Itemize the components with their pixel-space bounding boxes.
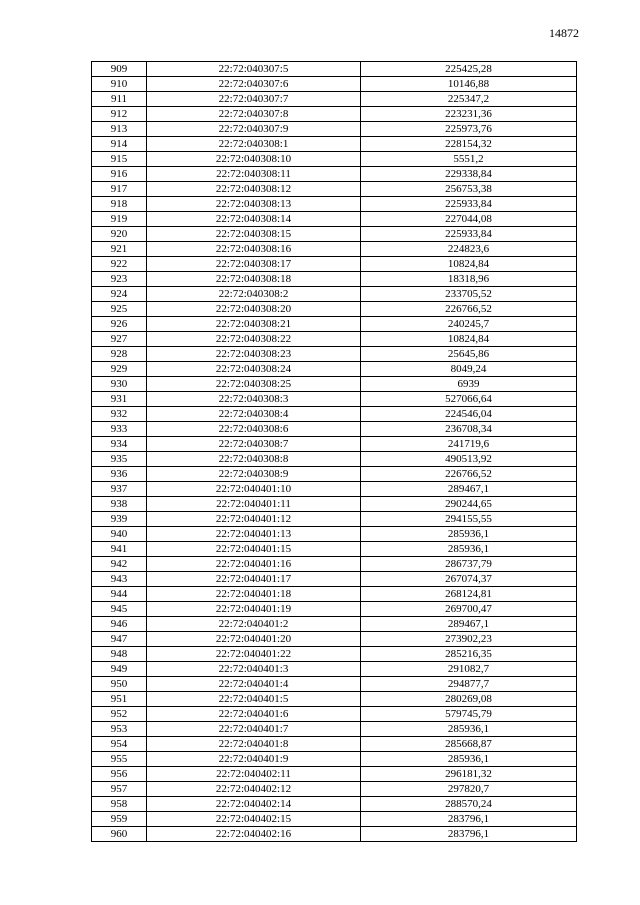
row-number-cell: 935 [92,452,147,467]
row-number-cell: 914 [92,137,147,152]
table-row [92,302,577,317]
value-cell: 226766,52 [361,467,577,482]
row-number-cell: 933 [92,422,147,437]
value-cell: 294877,7 [361,677,577,692]
row-number-cell: 943 [92,572,147,587]
row-number-cell: 911 [92,92,147,107]
value-cell: 285668,87 [361,737,577,752]
row-number-cell: 912 [92,107,147,122]
value-cell: 297820,7 [361,782,577,797]
value-cell: 18318,96 [361,272,577,287]
table-row [92,107,577,122]
value-cell: 490513,92 [361,452,577,467]
cadastral-number-cell: 22:72:040402:12 [147,782,361,797]
table-row [92,782,577,797]
value-cell: 6939 [361,377,577,392]
table-row [92,767,577,782]
table-row [92,587,577,602]
row-number-cell: 945 [92,602,147,617]
value-cell: 283796,1 [361,827,577,842]
cadastral-number-cell: 22:72:040308:15 [147,227,361,242]
row-number-cell: 925 [92,302,147,317]
row-number-cell: 915 [92,152,147,167]
row-number-cell: 950 [92,677,147,692]
value-cell: 10824,84 [361,332,577,347]
row-number-cell: 941 [92,542,147,557]
cadastral-number-cell: 22:72:040401:17 [147,572,361,587]
cadastral-number-cell: 22:72:040402:15 [147,812,361,827]
value-cell: 285216,35 [361,647,577,662]
row-number-cell: 940 [92,527,147,542]
value-cell: 289467,1 [361,482,577,497]
cadastral-number-cell: 22:72:040401:22 [147,647,361,662]
value-cell: 227044,08 [361,212,577,227]
table-row [92,62,577,77]
value-cell: 229338,84 [361,167,577,182]
row-number-cell: 949 [92,662,147,677]
row-number-cell: 923 [92,272,147,287]
row-number-cell: 909 [92,62,147,77]
value-cell: 527066,64 [361,392,577,407]
row-number-cell: 947 [92,632,147,647]
cadastral-number-cell: 22:72:040401:11 [147,497,361,512]
value-cell: 288570,24 [361,797,577,812]
cadastral-number-cell: 22:72:040308:13 [147,197,361,212]
cadastral-number-cell: 22:72:040401:13 [147,527,361,542]
row-number-cell: 922 [92,257,147,272]
row-number-cell: 946 [92,617,147,632]
cadastral-number-cell: 22:72:040308:2 [147,287,361,302]
value-cell: 294155,55 [361,512,577,527]
table-row [92,662,577,677]
table-row [92,512,577,527]
value-cell: 225973,76 [361,122,577,137]
value-cell: 224546,04 [361,407,577,422]
cadastral-number-cell: 22:72:040401:6 [147,707,361,722]
table-row [92,797,577,812]
table-row [92,527,577,542]
row-number-cell: 913 [92,122,147,137]
row-number-cell: 934 [92,437,147,452]
table-row [92,77,577,92]
row-number-cell: 924 [92,287,147,302]
value-cell: 285936,1 [361,527,577,542]
cadastral-number-cell: 22:72:040308:4 [147,407,361,422]
row-number-cell: 910 [92,77,147,92]
cadastral-number-cell: 22:72:040402:11 [147,767,361,782]
value-cell: 579745,79 [361,707,577,722]
table-body [92,62,577,842]
value-cell: 10824,84 [361,257,577,272]
table-row [92,242,577,257]
table-row [92,737,577,752]
cadastral-number-cell: 22:72:040308:20 [147,302,361,317]
value-cell: 10146,88 [361,77,577,92]
table-row [92,317,577,332]
table-row [92,542,577,557]
table-row [92,197,577,212]
table-row [92,572,577,587]
row-number-cell: 920 [92,227,147,242]
table-row [92,707,577,722]
cadastral-number-cell: 22:72:040401:3 [147,662,361,677]
table-row [92,632,577,647]
row-number-cell: 948 [92,647,147,662]
row-number-cell: 958 [92,797,147,812]
cadastral-number-cell: 22:72:040307:9 [147,122,361,137]
table-row [92,122,577,137]
cadastral-number-cell: 22:72:040308:16 [147,242,361,257]
row-number-cell: 921 [92,242,147,257]
value-cell: 268124,81 [361,587,577,602]
table-row [92,437,577,452]
value-cell: 290244,65 [361,497,577,512]
cadastral-number-cell: 22:72:040308:17 [147,257,361,272]
value-cell: 8049,24 [361,362,577,377]
row-number-cell: 960 [92,827,147,842]
value-cell: 280269,08 [361,692,577,707]
cadastral-number-cell: 22:72:040401:7 [147,722,361,737]
cadastral-number-cell: 22:72:040401:9 [147,752,361,767]
row-number-cell: 959 [92,812,147,827]
cadastral-number-cell: 22:72:040307:5 [147,62,361,77]
table-row [92,827,577,842]
table-row [92,287,577,302]
cadastral-number-cell: 22:72:040308:6 [147,422,361,437]
row-number-cell: 929 [92,362,147,377]
table-row [92,332,577,347]
value-cell: 223231,36 [361,107,577,122]
cadastral-number-cell: 22:72:040308:18 [147,272,361,287]
table-row [92,467,577,482]
row-number-cell: 955 [92,752,147,767]
table-row [92,752,577,767]
table-row [92,227,577,242]
row-number-cell: 930 [92,377,147,392]
value-cell: 226766,52 [361,302,577,317]
value-cell: 240245,7 [361,317,577,332]
table-row [92,497,577,512]
cadastral-number-cell: 22:72:040308:14 [147,212,361,227]
table-row [92,482,577,497]
cadastral-number-cell: 22:72:040308:24 [147,362,361,377]
row-number-cell: 938 [92,497,147,512]
row-number-cell: 956 [92,767,147,782]
row-number-cell: 928 [92,347,147,362]
value-cell: 267074,37 [361,572,577,587]
cadastral-number-cell: 22:72:040401:15 [147,542,361,557]
cadastral-number-cell: 22:72:040401:16 [147,557,361,572]
value-cell: 296181,32 [361,767,577,782]
cadastral-number-cell: 22:72:040308:9 [147,467,361,482]
table-row [92,647,577,662]
row-number-cell: 939 [92,512,147,527]
value-cell: 289467,1 [361,617,577,632]
row-number-cell: 919 [92,212,147,227]
row-number-cell: 932 [92,407,147,422]
page-number: 14872 [549,26,579,40]
value-cell: 291082,7 [361,662,577,677]
value-cell: 286737,79 [361,557,577,572]
row-number-cell: 927 [92,332,147,347]
value-cell: 283796,1 [361,812,577,827]
table-row [92,722,577,737]
value-cell: 241719,6 [361,437,577,452]
value-cell: 285936,1 [361,722,577,737]
table-row [92,272,577,287]
cadastral-number-cell: 22:72:040401:18 [147,587,361,602]
value-cell: 256753,38 [361,182,577,197]
table-row [92,407,577,422]
table-row [92,452,577,467]
row-number-cell: 944 [92,587,147,602]
value-cell: 269700,47 [361,602,577,617]
row-number-cell: 936 [92,467,147,482]
table-row [92,182,577,197]
cadastral-number-cell: 22:72:040308:21 [147,317,361,332]
table-row [92,812,577,827]
cadastral-number-cell: 22:72:040401:19 [147,602,361,617]
value-cell: 25645,86 [361,347,577,362]
row-number-cell: 954 [92,737,147,752]
value-cell: 225425,28 [361,62,577,77]
row-number-cell: 942 [92,557,147,572]
value-cell: 5551,2 [361,152,577,167]
table-row [92,347,577,362]
cadastral-number-cell: 22:72:040308:23 [147,347,361,362]
cadastral-number-cell: 22:72:040308:8 [147,452,361,467]
cadastral-number-cell: 22:72:040401:4 [147,677,361,692]
row-number-cell: 937 [92,482,147,497]
value-cell: 273902,23 [361,632,577,647]
table-row [92,602,577,617]
cadastral-number-cell: 22:72:040308:10 [147,152,361,167]
table-row [92,152,577,167]
row-number-cell: 918 [92,197,147,212]
cadastral-number-cell: 22:72:040308:1 [147,137,361,152]
table-row [92,392,577,407]
table-row [92,377,577,392]
cadastral-number-cell: 22:72:040401:20 [147,632,361,647]
row-number-cell: 917 [92,182,147,197]
cadastral-number-cell: 22:72:040308:3 [147,392,361,407]
value-cell: 285936,1 [361,752,577,767]
row-number-cell: 957 [92,782,147,797]
value-cell: 236708,34 [361,422,577,437]
row-number-cell: 953 [92,722,147,737]
cadastral-value-table [91,61,577,842]
cadastral-number-cell: 22:72:040401:12 [147,512,361,527]
value-cell: 285936,1 [361,542,577,557]
row-number-cell: 952 [92,707,147,722]
table-row [92,677,577,692]
value-cell: 225347,2 [361,92,577,107]
cadastral-number-cell: 22:72:040308:22 [147,332,361,347]
cadastral-number-cell: 22:72:040401:2 [147,617,361,632]
value-cell: 228154,32 [361,137,577,152]
cadastral-number-cell: 22:72:040308:11 [147,167,361,182]
table-row [92,137,577,152]
row-number-cell: 916 [92,167,147,182]
cadastral-number-cell: 22:72:040401:8 [147,737,361,752]
table-row [92,362,577,377]
table-row [92,167,577,182]
cadastral-number-cell: 22:72:040308:12 [147,182,361,197]
cadastral-number-cell: 22:72:040402:16 [147,827,361,842]
row-number-cell: 951 [92,692,147,707]
cadastral-number-cell: 22:72:040401:5 [147,692,361,707]
value-cell: 233705,52 [361,287,577,302]
table-row [92,617,577,632]
cadastral-number-cell: 22:72:040401:10 [147,482,361,497]
table-row [92,557,577,572]
value-cell: 225933,84 [361,227,577,242]
table-row [92,257,577,272]
table-row [92,692,577,707]
table-row [92,422,577,437]
cadastral-number-cell: 22:72:040308:7 [147,437,361,452]
value-cell: 225933,84 [361,197,577,212]
table-row [92,212,577,227]
cadastral-number-cell: 22:72:040307:6 [147,77,361,92]
cadastral-number-cell: 22:72:040307:8 [147,107,361,122]
cadastral-number-cell: 22:72:040308:25 [147,377,361,392]
cadastral-number-cell: 22:72:040307:7 [147,92,361,107]
row-number-cell: 926 [92,317,147,332]
table-row [92,92,577,107]
cadastral-number-cell: 22:72:040402:14 [147,797,361,812]
row-number-cell: 931 [92,392,147,407]
value-cell: 224823,6 [361,242,577,257]
